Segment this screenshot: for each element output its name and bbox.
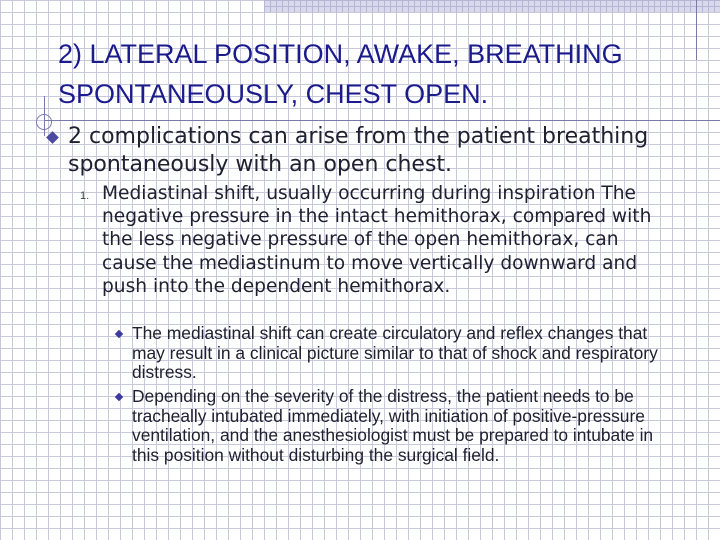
sub-bullet bbox=[116, 387, 676, 465]
numbered-item bbox=[80, 182, 670, 298]
small-diamond-bullet-icon bbox=[115, 393, 123, 401]
item-number: 1. bbox=[80, 190, 90, 202]
slide-title: 2) LATERAL POSITION, AWAKE, BREATHING SPONTANEOUSLY, CHEST OPEN. bbox=[58, 39, 623, 109]
small-diamond-bullet-icon bbox=[115, 330, 123, 338]
title-underline bbox=[44, 120, 720, 121]
sub-bullet-text: Depending on the severity of the distress, the patient needs to be tracheally intubated immediately, with initiation of positive-pressure ventilation, and the anesthesiologist must be prepared to intubate in this position without disturbing the surgical field. bbox=[132, 386, 654, 465]
sub-bullet-text: The mediastinal shift can create circulatory and reflex changes that may result in a clinical picture similar to that of shock and respiratory distress. bbox=[132, 323, 658, 383]
numbered-item-text: Mediastinal shift, usually occurring during inspiration The negative pressure in the intact hemithorax, compared with the less negative pressure of the open hemithorax, can cause the mediastinum to move vertically downward and push into the dependent hemithorax. bbox=[102, 183, 652, 297]
diamond-bullet-icon bbox=[46, 131, 59, 144]
decorative-top-bar bbox=[264, 0, 720, 12]
main-bullet-text: 2 complications can arise from the patient breathing spontaneously with an open chest. bbox=[68, 124, 649, 177]
main-bullet bbox=[44, 123, 684, 179]
sub-bullet bbox=[116, 324, 676, 383]
